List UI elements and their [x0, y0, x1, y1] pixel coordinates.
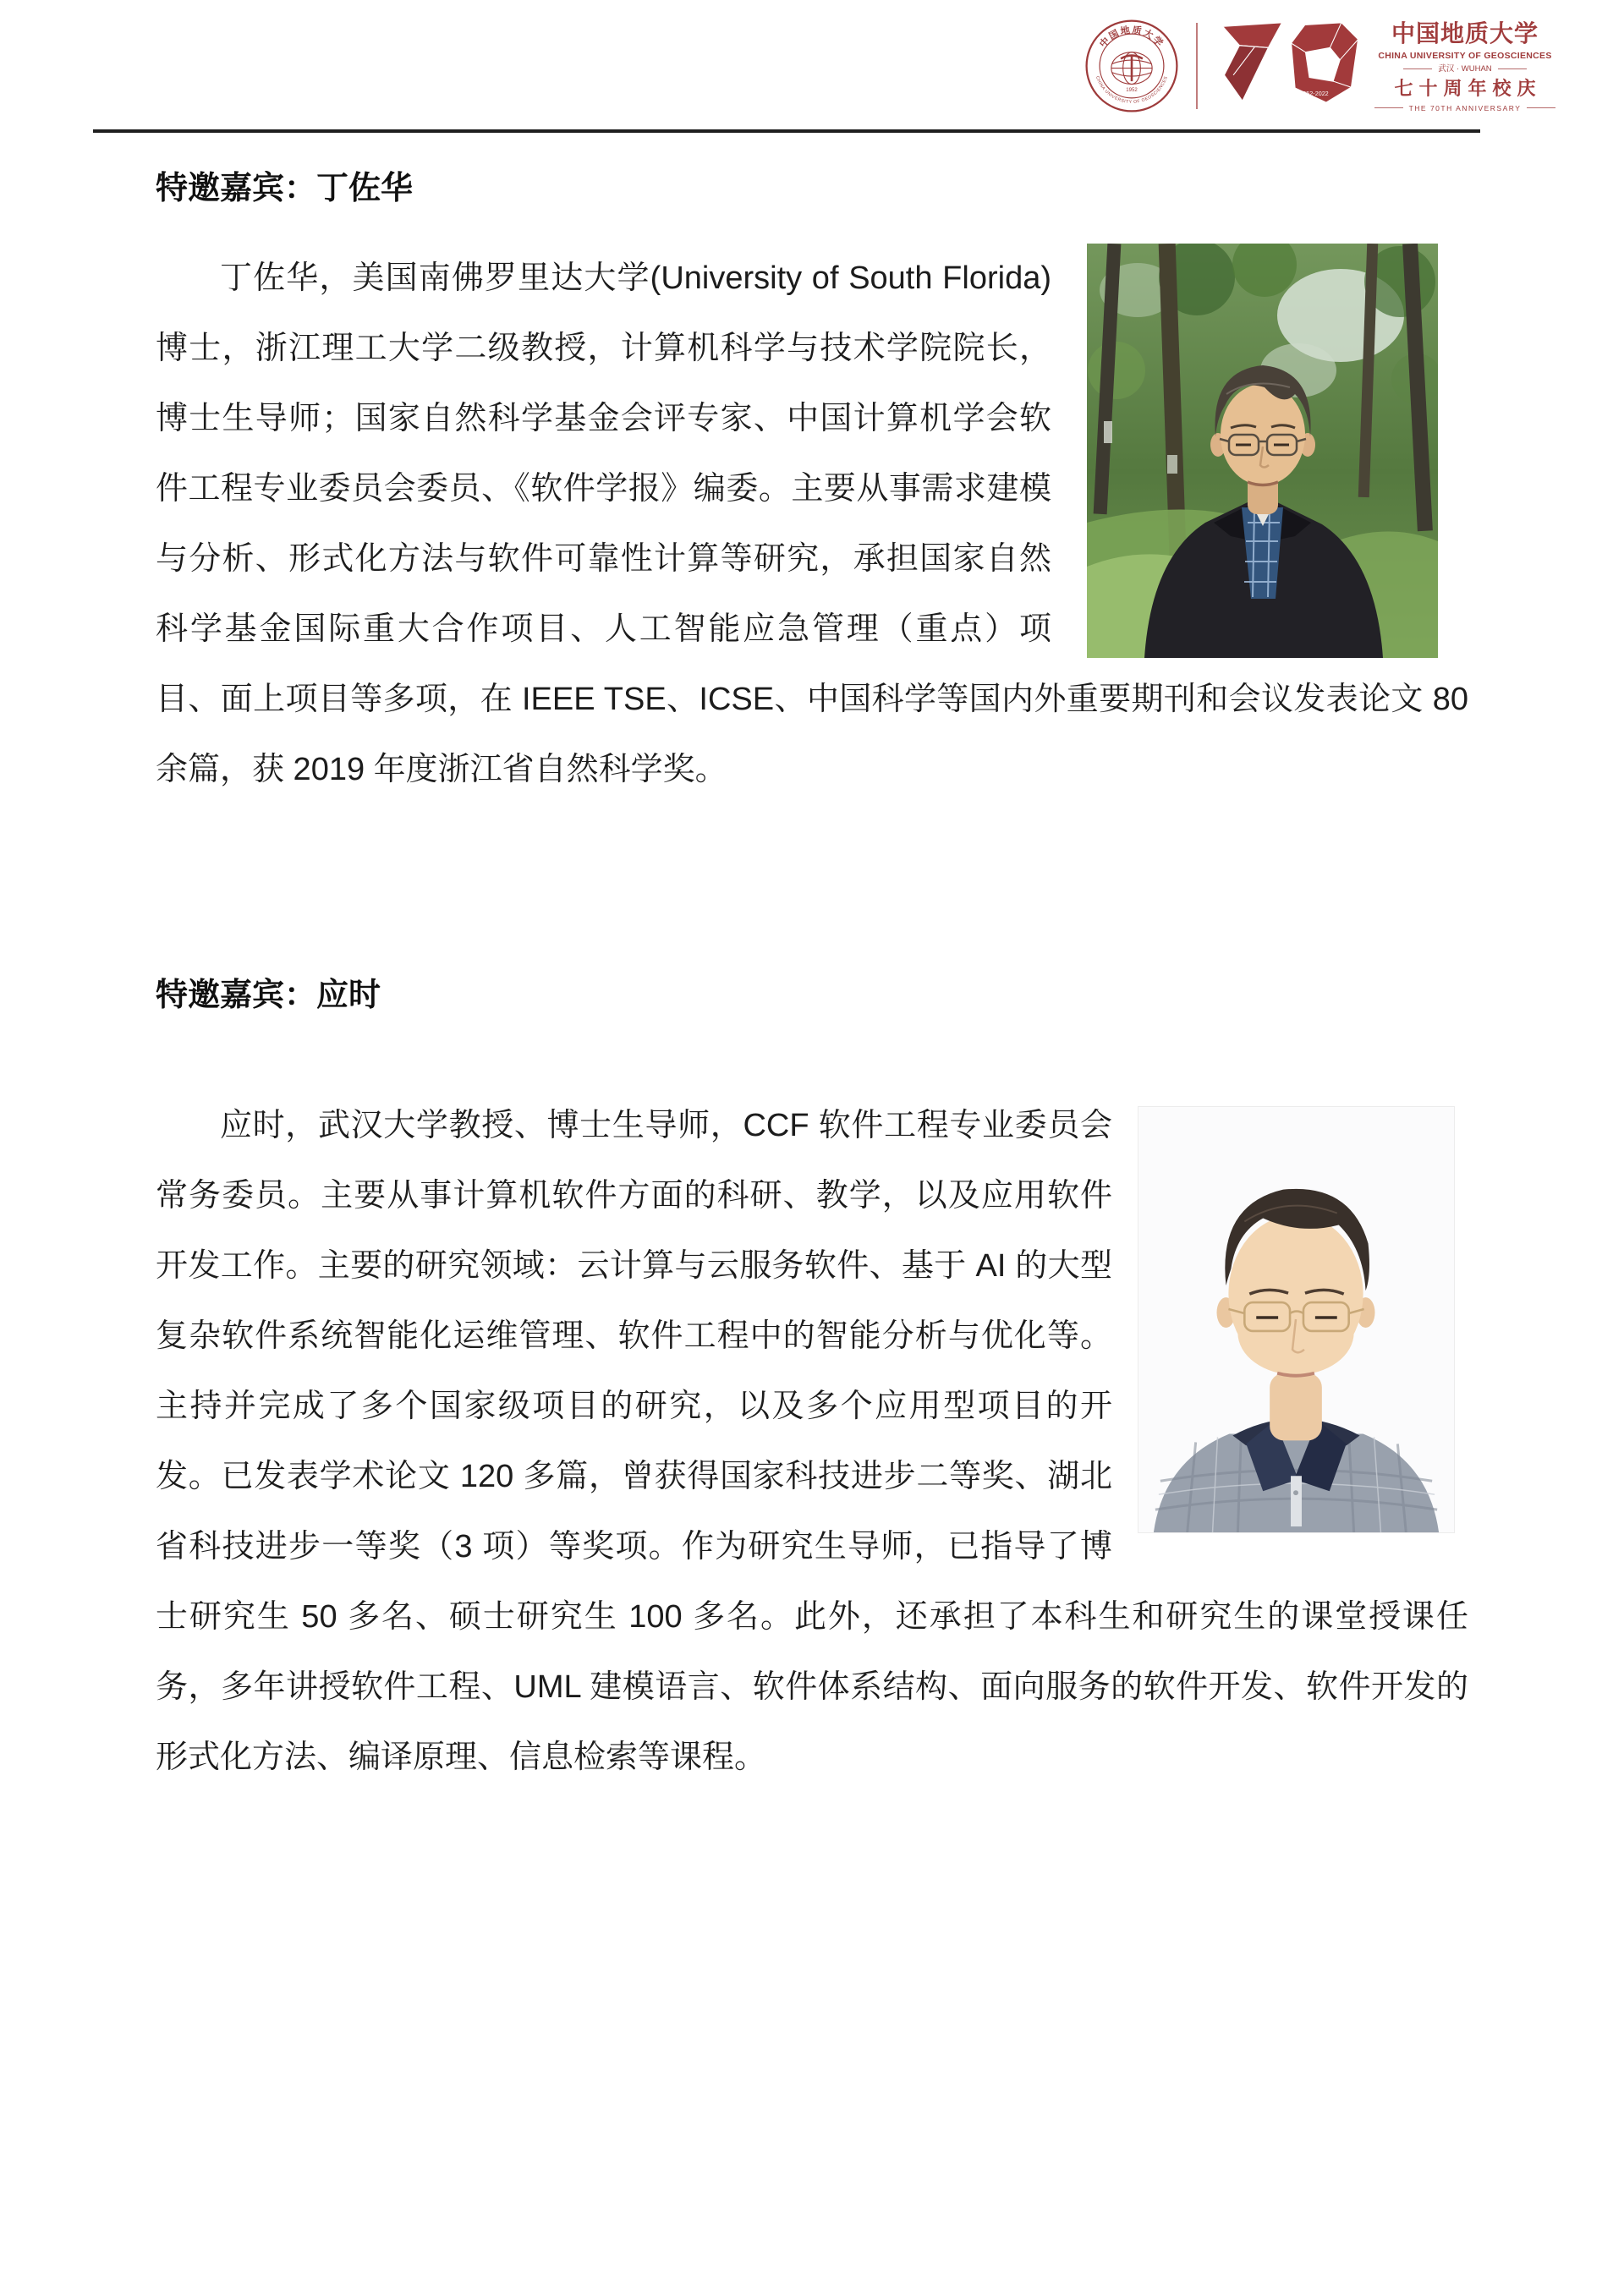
header-divider — [1196, 23, 1198, 109]
guest-bio-text-1: 丁佐华，美国南佛罗里达大学(University of South Florida)博士，浙江理工大学二级教授，计算机科学与技术学院院长，博士生导师；国家自然科学基金会评专家、中国计算机学会软件工程专业委员会委员、《软件学报》编委。主要从事需求建模与分析、形式化方法与软件可靠性计算等研究，承担国家自然科学基金国际重大合作项目、人工智能应急管理（重点）项目、面上项目等多项，在 IEEE TSE、ICSE、中国科学等国内外重要期刊和会议发表论文 80 余篇，获 2019 年度浙江省自然科学奖。 — [156, 260, 1468, 787]
anniversary-70-logo-icon — [1215, 20, 1375, 112]
university-name-cn: 中国地质大学 — [1391, 19, 1539, 47]
guest-heading-1: 特邀嘉宾：丁佐华 — [156, 171, 414, 206]
guest-bio-text-2: 应时，武汉大学教授、博士生导师，CCF 软件工程专业委员会常务委员。主要从事计算机软件方面的科研、教学，以及应用软件开发工作。主要的研究领域：云计算与云服务软件、基于 AI 的大型复杂软件系统智能化运维管理、软件工程中的智能分析与优化等。主持并完成了多个国家级项目的研究，以及多个应用型项目的开发。已发表学术论文 120 多篇，曾获得国家科技进步二等奖、湖北省科技进步一等奖（3 项）等奖项。作为研究生导师，已指导了博士研究生 50 多名、硕士研究生 100 多名。此外，还承担了本科生和研究生的课堂授课任务，多年讲授软件工程、UML 建模语言、软件体系结构、面向服务的软件开发、软件开发的形式化方法、编译原理、信息检索等课程。 — [156, 1108, 1468, 1775]
guest-photo-1 — [1087, 244, 1438, 658]
university-seal-icon — [1084, 19, 1179, 113]
university-city: 武汉 · WUHAN — [1403, 63, 1526, 74]
header-rule — [93, 129, 1480, 133]
guest-heading-2: 特邀嘉宾：应时 — [156, 978, 381, 1013]
seal-en-text: CHINA UNIVERSITY OF GEOSCIENCES — [1094, 75, 1170, 105]
guest-bio-2 — [156, 1091, 1468, 1793]
guest-photo-2 — [1138, 1106, 1455, 1533]
university-name-en: CHINA UNIVERSITY OF GEOSCIENCES — [1378, 50, 1552, 61]
university-wordmark — [1378, 19, 1552, 113]
guest-bio-1 — [156, 244, 1468, 805]
seal-year: 1952 — [1126, 88, 1138, 94]
header-logos — [1084, 19, 1552, 113]
seal-cn-text: 中国地质大学 — [1098, 25, 1166, 50]
anniversary-years: 1952-2022 — [1299, 90, 1329, 98]
anniversary-title-cn: 七十周年校庆 — [1394, 77, 1542, 99]
anniversary-title-en: THE 70TH ANNIVERSARY — [1374, 103, 1556, 113]
